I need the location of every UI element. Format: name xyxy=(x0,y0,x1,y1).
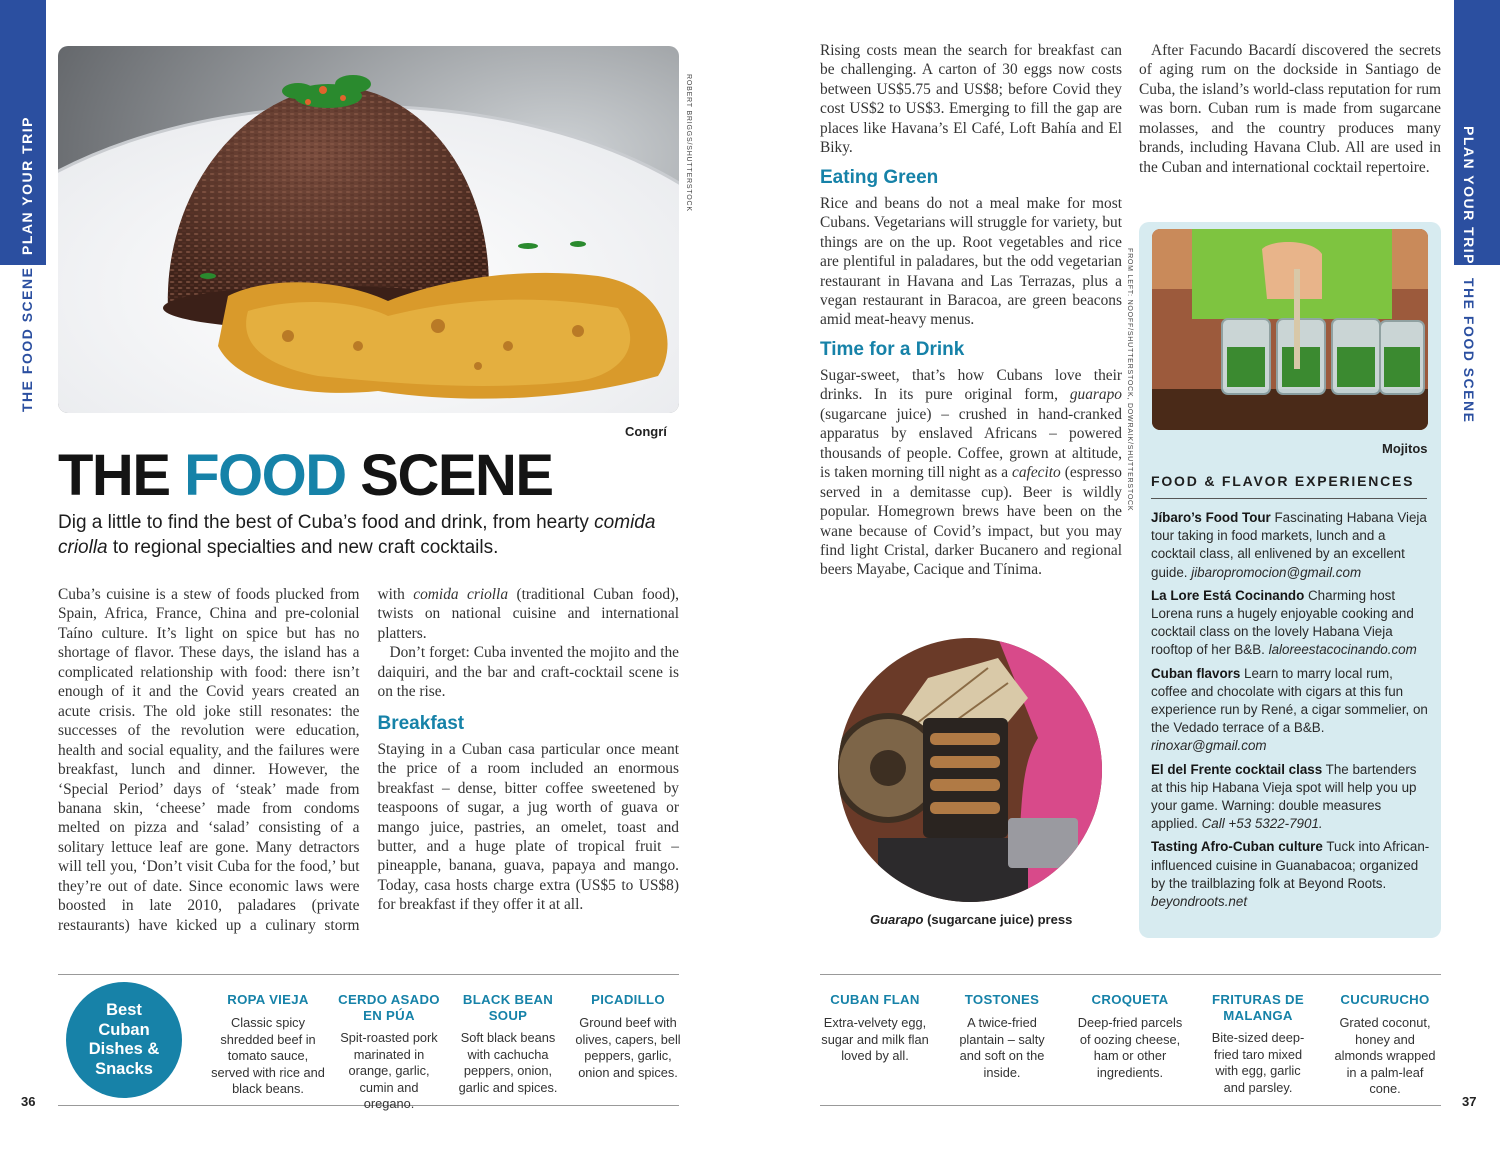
experiences-list xyxy=(1151,509,1431,916)
dish-name: BLACK BEAN SOUP xyxy=(462,992,554,1023)
intro-text-end: (traditional Cuban food), twists on national cuisine and international platters. xyxy=(377,586,680,642)
guarapo-caption-em: Guarapo xyxy=(870,912,924,927)
dish-item xyxy=(208,992,328,1098)
standfirst-emphasis: comida criolla xyxy=(58,512,656,558)
experience-item xyxy=(1151,587,1431,660)
page-number-right: 37 xyxy=(1462,1094,1477,1109)
rum-paragraph: After Facundo Bacardí discovered the secrets of aging rum on the dockside in Santiago de Cuba, the island’s world-class reputation for rum was born. Cuban rum is made from sugarcane molasses, and the country produces many brands, including Havana Club. All are used in the Cuban and international cocktail repertoire. xyxy=(1139,42,1441,176)
right-section-label: PLAN YOUR TRIP xyxy=(1461,126,1477,265)
dish-item xyxy=(1330,992,1440,1098)
left-chapter-label: THE FOOD SCENE xyxy=(19,266,35,412)
experiences-rule xyxy=(1151,498,1427,499)
dish-item xyxy=(948,992,1056,1081)
standfirst-text-1: Dig a little to find the best of Cuba’s food and drink, from hearty xyxy=(58,512,595,533)
dish-description: Ground beef with olives, capers, bell peppers, garlic, onion and spices. xyxy=(575,1015,681,1080)
dish-name: PICADILLO xyxy=(591,992,665,1007)
title-part-1: THE xyxy=(58,443,185,508)
experience-text: Charming host Lorena runs a hugely enjoyable cooking and cocktail class on the lovely Habana Vieja rooftop of her B&B. xyxy=(1151,587,1414,658)
drink-emphasis-2: cafecito xyxy=(1012,464,1061,482)
guarapo-caption xyxy=(870,912,1072,927)
dish-description: A twice-fried plantain – salty and soft on the inside. xyxy=(959,1015,1045,1080)
left-section-label: PLAN YOUR TRIP xyxy=(19,116,35,255)
dish-description: Grated coconut, honey and almonds wrapped in a palm-leaf cone. xyxy=(1334,1015,1436,1097)
breakfast-paragraph: Staying in a Cuban casa particular once meant the price of a room included an enormous breakfast – dense, bitter coffee sweetened by teaspoons of sugar, a jug worth of guava or mango juice, pastries, an omelet, toast and butter, and a huge plate of tropical fruit – pineapple, banana, guava, papaya and mango. Today, casa hosts charge extra (US$5 to US$8) for breakfast if they offer it at all. xyxy=(377,740,679,914)
experience-contact[interactable]: rinoxar@gmail.com xyxy=(1151,738,1267,754)
dont-forget-paragraph: Don’t forget: Cuba invented the mojito and the daiquiri, and the bar and craft-cocktail scene is on the rise. xyxy=(377,644,679,701)
intro-text: Cuba’s cuisine is a stew of foods plucked from Spain, Africa, France, China and pre-colonial Taíno culture. It’s light on spice but has no shortage of flavor. These days, the island has a complicated relationship with food: there isn’t enough of it and the Covid years created an acute crisis. The old joke still resonates: the successes of the revolution were education, health and social equality, and the failures were breakfast, lunch and dinner. However, the ‘Special Period’ days of ‘steak’ made from banana skin, ‘cheese’ made from condoms melted on pizza and ‘salad’ consisting of a solitary lettuce leaf are gone. Many detractors will tell you, ‘Don’t visit Cuba for the food,’ but they’re out of date. Since economic laws were boosted in late 2010, paladares (private restaurants) have kicked up a culinary storm with xyxy=(58,586,414,934)
experience-text: The bartenders at this hip Habana Vieja spot will help you up your game. Warning: double measures applied. xyxy=(1151,761,1417,832)
eating-green-paragraph: Rice and beans do not a meal make for most Cubans. Vegetarians will struggle for variety, but things are on the up. Root vegetables and rice are plentiful in paladares, but the odd vegetarian restaurant in Havana and Las Terrazas, plus a vegan restaurant in Baracoa, are green beacons amid meat-heavy menus. xyxy=(820,194,1122,329)
experience-contact[interactable]: laloreestacocinando.com xyxy=(1268,642,1417,658)
experience-name: Tasting Afro-Cuban culture xyxy=(1151,839,1323,855)
eating-green-heading: Eating Green xyxy=(820,166,939,188)
rum-column xyxy=(1139,41,1441,177)
standfirst xyxy=(58,510,658,560)
dish-description: Bite-sized deep-fried taro mixed with egg, garlic and parsley. xyxy=(1211,1030,1305,1095)
experiences-title: FOOD & FLAVOR EXPERIENCES xyxy=(1151,473,1415,489)
hero-photo-credit: ROBERT BRIGGS/SHUTTERSTOCK xyxy=(685,74,692,212)
dish-name: CUBAN FLAN xyxy=(830,992,920,1007)
dish-description: Classic spicy shredded beef in tomato sauce, served with rice and black beans. xyxy=(211,1015,325,1097)
experience-contact[interactable]: Call +53 5322-7901. xyxy=(1201,816,1323,832)
dish-item xyxy=(452,992,564,1096)
dish-name: TOSTONES xyxy=(964,992,1040,1007)
experience-item xyxy=(1151,665,1431,756)
drink-text-3: (espresso served in a demitasse cup). Beer is wildly popular. Homegrown brews have been on the wane because of Covid’s impact, but you may find light Cristal, darker Bucanero and regional beers Mayabe, Cacique and Tínima. xyxy=(820,464,1123,579)
right-photo-credit: FROM LEFT: NOOFF/SHUTTERSTOCK, DOWRAIK/SHUTTERSTOCK xyxy=(1126,248,1133,512)
standfirst-text-2: to regional specialties and new craft cocktails. xyxy=(107,537,499,558)
experience-text: Tuck into African-influenced cuisine in Guanabacoa; organized by the trailblazing folk at Beyond Roots. xyxy=(1151,839,1430,891)
dish-item xyxy=(1072,992,1188,1081)
mojitos-photo xyxy=(1152,229,1428,430)
dishes-top-rule-right xyxy=(820,974,1441,975)
experience-item xyxy=(1151,838,1431,911)
experience-contact[interactable]: jibaropromocion@gmail.com xyxy=(1191,564,1362,580)
experience-item xyxy=(1151,761,1431,834)
experience-item xyxy=(1151,509,1431,582)
dish-item xyxy=(333,992,445,1113)
experience-name: El del Frente cocktail class xyxy=(1151,761,1323,777)
title-part-2: SCENE xyxy=(345,443,553,508)
best-dishes-badge xyxy=(66,982,182,1098)
dish-item xyxy=(572,992,684,1081)
dish-item xyxy=(1203,992,1313,1096)
right-body-column xyxy=(820,41,1122,580)
dish-item xyxy=(818,992,932,1065)
experience-text: Fascinating Habana Vieja tour taking in food markets, lunch and a cocktail class, all enlivened by an excellent guide. xyxy=(1151,510,1427,580)
experience-name: Cuban flavors xyxy=(1151,665,1241,681)
congri-photo xyxy=(58,46,679,413)
dish-name: CROQUETA xyxy=(1091,992,1169,1007)
drink-text-1: Sugar-sweet, that’s how Cubans love their drinks. In its pure original form, xyxy=(820,366,1122,404)
guarapo-press-photo xyxy=(838,638,1102,902)
mojitos-caption: Mojitos xyxy=(1382,441,1428,456)
dish-name: CERDO ASADO EN PÚA xyxy=(338,992,440,1023)
dishes-top-rule-left xyxy=(58,974,679,975)
page-number-left: 36 xyxy=(21,1094,36,1109)
congri-caption: Congrí xyxy=(625,424,667,439)
experience-name: La Lore Está Cocinando xyxy=(1151,587,1305,603)
dish-name: FRITURAS DE MALANGA xyxy=(1212,992,1304,1023)
best-dishes-label: Best Cuban Dishes & Snacks xyxy=(88,1001,160,1078)
experience-name: Jíbaro’s Food Tour xyxy=(1151,510,1271,525)
experience-text: Learn to marry local rum, coffee and chocolate with cigars at this fun experience run by René, a cigar sommelier, on the Vedado terrace of a B&B. xyxy=(1151,665,1428,736)
guarapo-caption-rest: (sugarcane juice) press xyxy=(923,912,1073,927)
intro-emphasis: comida criolla xyxy=(413,586,509,603)
rising-costs-paragraph: Rising costs mean the search for breakfast can be challenging. A carton of 30 eggs now costs between US$5.75 and US$8; before Covid they cost US$2 to US$3. Emerging to fill the gap are places like Havana’s El Café, Loft Bahía and El Biky. xyxy=(820,42,1122,157)
dish-description: Deep-fried parcels of oozing cheese, ham or other ingredients. xyxy=(1077,1015,1183,1080)
drink-heading: Time for a Drink xyxy=(820,338,965,360)
left-body-columns xyxy=(58,585,679,943)
title-accent: FOOD xyxy=(184,443,346,508)
right-chapter-label: THE FOOD SCENE xyxy=(1461,278,1477,424)
dish-description: Soft black beans with cachucha peppers, onion, garlic and spices. xyxy=(458,1030,558,1095)
dishes-bottom-rule-right xyxy=(820,1105,1441,1106)
drink-emphasis-1: guarapo xyxy=(1069,386,1122,404)
experience-contact[interactable]: beyondroots.net xyxy=(1151,894,1248,910)
drink-text-2: (sugarcane juice) – crushed in hand-cranked apparatus by enslaved Africans – powered thousands of people. Coffee, grown at altitude, is taken morning till night as a xyxy=(820,405,1122,482)
dish-description: Spit-roasted pork marinated in orange, garlic, cumin and oregano. xyxy=(340,1030,438,1112)
drink-paragraph xyxy=(820,366,1122,580)
dish-description: Extra-velvety egg, sugar and milk flan loved by all. xyxy=(821,1015,929,1064)
dish-name: ROPA VIEJA xyxy=(227,992,309,1007)
page-title xyxy=(58,442,553,509)
breakfast-heading: Breakfast xyxy=(377,712,465,734)
dish-name: CUCURUCHO xyxy=(1340,992,1430,1007)
